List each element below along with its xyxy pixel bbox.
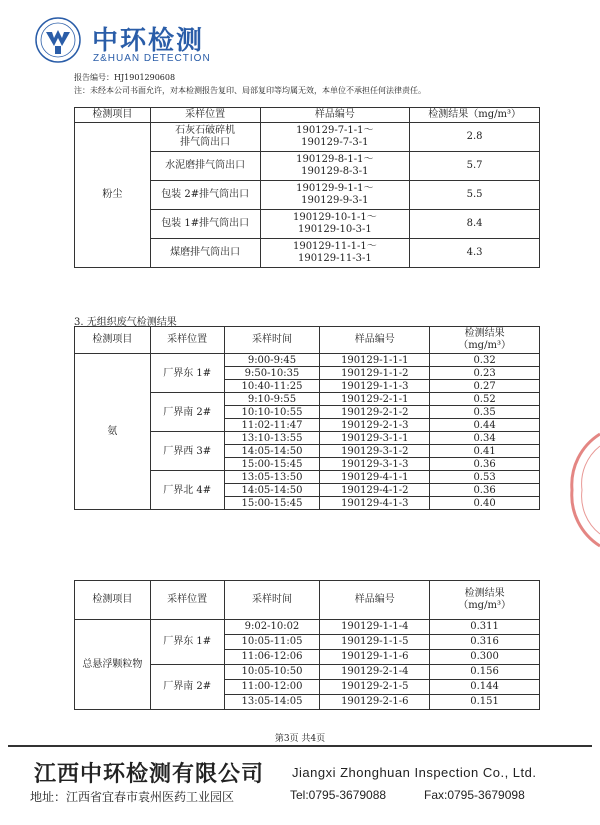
time-cell: 15:00-15:45 [224,458,320,471]
location-cell: 煤磨排气筒出口 [150,239,260,268]
time-cell: 10:05-10:50 [224,665,320,680]
sample-id-cell: 190129-4-1-2 [320,484,430,497]
column-header: 样品编号 [260,108,410,123]
time-cell: 9:00-9:45 [224,354,320,367]
sample-id-cell: 190129-2-1-6 [320,695,430,710]
table-header-row [75,581,540,620]
sample-id-cell: 190129-3-1-3 [320,458,430,471]
sample-id-cell: 190129-2-1-1 [320,393,430,406]
sample-id-cell: 190129-1-1-2 [320,367,430,380]
sample-id-cell: 190129-7-1-1～ 190129-7-3-1 [260,123,410,152]
result-cell: 5.7 [410,152,540,181]
table-header-row [75,327,540,354]
column-header: 采样位置 [150,581,224,620]
page-number: 第3页 共4页 [274,734,326,744]
sample-id-cell: 190129-2-1-5 [320,680,430,695]
ammonia-results-table [74,326,540,510]
sample-id-cell: 190129-4-1-3 [320,497,430,510]
sample-id-cell: 190129-1-1-1 [320,354,430,367]
result-cell: 0.32 [430,354,540,367]
result-cell: 0.52 [430,393,540,406]
sample-id-cell: 190129-3-1-2 [320,445,430,458]
result-cell: 0.316 [430,635,540,650]
disclaimer-note: 注：未经本公司书面允许，对本检测报告复印、局部复印等均属无效，本单位不承担任何法律责任。 [74,86,426,95]
time-cell: 9:50-10:35 [224,367,320,380]
column-header: 检测项目 [75,581,151,620]
test-item-cell: 粉尘 [75,123,151,268]
time-cell: 15:00-15:45 [224,497,320,510]
location-cell: 厂界西 3# [150,432,224,471]
time-cell: 13:05-14:05 [224,695,320,710]
result-cell: 0.36 [430,458,540,471]
sample-id-cell: 190129-2-1-4 [320,665,430,680]
result-cell: 0.41 [430,445,540,458]
location-cell: 包装 1#排气筒出口 [150,210,260,239]
sample-id-cell: 190129-9-1-1～ 190129-9-3-1 [260,181,410,210]
result-cell: 0.300 [430,650,540,665]
time-cell: 10:05-11:05 [224,635,320,650]
table-header-row [75,108,540,123]
location-cell: 厂界东 1# [150,620,224,665]
time-cell: 10:40-11:25 [224,380,320,393]
result-cell: 0.34 [430,432,540,445]
sample-id-cell: 190129-10-1-1～ 190129-10-3-1 [260,210,410,239]
sample-id-cell: 190129-1-1-6 [320,650,430,665]
location-cell: 水泥磨排气筒出口 [150,152,260,181]
time-cell: 14:05-14:50 [224,484,320,497]
location-cell: 石灰石破碎机 排气筒出口 [150,123,260,152]
brand-name: 中环检测 [92,26,205,56]
sample-id-cell: 190129-2-1-3 [320,419,430,432]
company-address: 地址：江西省宜春市袁州医药工业园区 [30,790,235,804]
result-cell: 0.23 [430,367,540,380]
time-cell: 11:02-11:47 [224,419,320,432]
result-cell: 0.27 [430,380,540,393]
column-header: 检测项目 [75,108,151,123]
sample-id-cell: 190129-3-1-1 [320,432,430,445]
location-cell: 包装 2#排气筒出口 [150,181,260,210]
company-name: 江西中环检测有限公司 [34,762,265,787]
time-cell: 14:05-14:50 [224,445,320,458]
seal-stamp-icon [566,430,600,550]
column-header: 检测项目 [75,327,151,354]
sample-id-cell: 190129-4-1-1 [320,471,430,484]
time-cell: 11:06-12:06 [224,650,320,665]
column-header: 样品编号 [320,327,430,354]
column-header: 采样位置 [150,327,224,354]
time-cell: 13:10-13:55 [224,432,320,445]
brand-english-name: Z&HUAN DETECTION [93,53,211,64]
column-header: 采样时间 [224,327,320,354]
dust-results-table [74,107,540,268]
tsp-results-table [74,580,540,710]
result-cell: 5.5 [410,181,540,210]
table-row [75,354,540,367]
result-cell: 0.53 [430,471,540,484]
result-cell: 0.151 [430,695,540,710]
sample-id-cell: 190129-2-1-2 [320,406,430,419]
test-item-cell: 总悬浮颗粒物 [75,620,151,710]
sample-id-cell: 190129-8-1-1～ 190129-8-3-1 [260,152,410,181]
company-english-name: Jiangxi Zhonghuan Inspection Co., Ltd. [292,765,537,780]
sample-id-cell: 190129-1-1-4 [320,620,430,635]
location-cell: 厂界南 2# [150,665,224,710]
time-cell: 9:10-9:55 [224,393,320,406]
column-header: 检测结果（mg/m³） [410,108,540,123]
time-cell: 10:10-10:55 [224,406,320,419]
sample-id-cell: 190129-1-1-5 [320,635,430,650]
section-title: 3. 无组织废气检测结果 [74,317,177,328]
time-cell: 13:05-13:50 [224,471,320,484]
column-header: 采样时间 [224,581,320,620]
table-row [75,620,540,635]
sample-id-cell: 190129-11-1-1～ 190129-11-3-1 [260,239,410,268]
company-fax: Fax:0795-3679098 [424,788,525,802]
result-cell: 0.156 [430,665,540,680]
company-tel: Tel:0795-3679088 [290,788,387,802]
result-cell: 8.4 [410,210,540,239]
result-cell: 0.44 [430,419,540,432]
location-cell: 厂界北 4# [150,471,224,510]
column-header: 检测结果 （mg/m³） [430,581,540,620]
column-header: 采样位置 [150,108,260,123]
result-cell: 0.36 [430,484,540,497]
result-cell: 0.311 [430,620,540,635]
result-cell: 0.35 [430,406,540,419]
table-row [75,123,540,152]
result-cell: 2.8 [410,123,540,152]
report-number: 报告编号：HJ1901290608 [74,73,176,82]
footer-divider [8,745,592,747]
test-item-cell: 氨 [75,354,151,510]
time-cell: 9:02-10:02 [224,620,320,635]
company-logo-icon [34,16,82,64]
time-cell: 11:00-12:00 [224,680,320,695]
result-cell: 4.3 [410,239,540,268]
column-header: 样品编号 [320,581,430,620]
sample-id-cell: 190129-1-1-3 [320,380,430,393]
location-cell: 厂界南 2# [150,393,224,432]
result-cell: 0.144 [430,680,540,695]
location-cell: 厂界东 1# [150,354,224,393]
column-header: 检测结果 （mg/m³） [430,327,540,354]
result-cell: 0.40 [430,497,540,510]
